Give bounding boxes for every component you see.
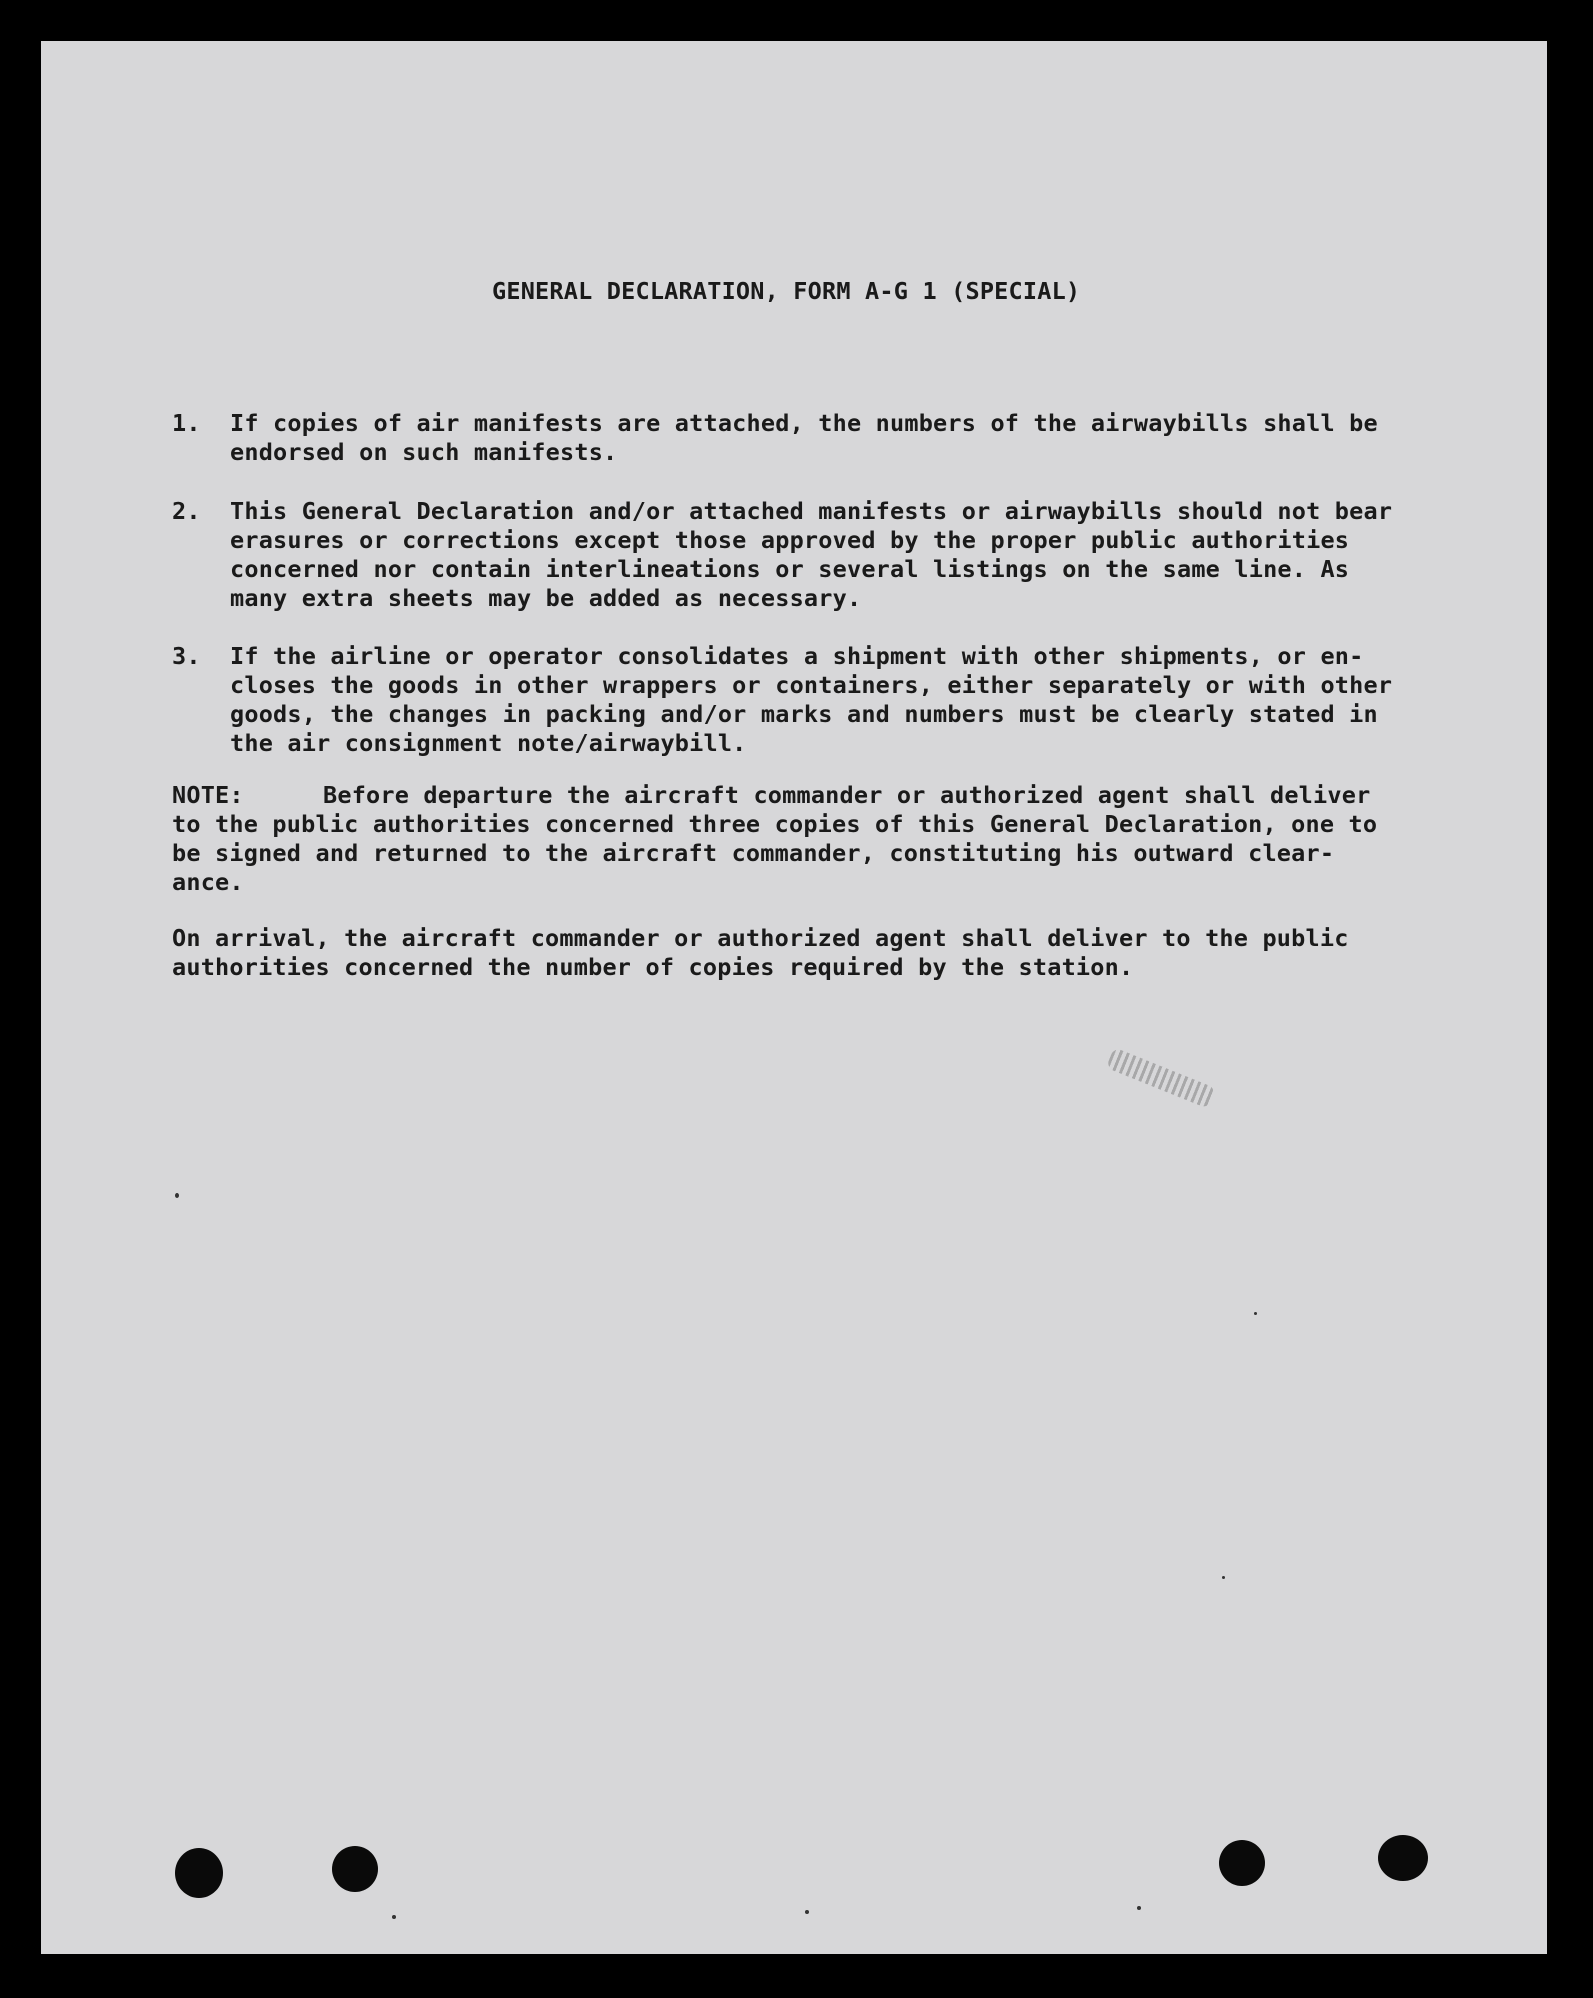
punch-hole xyxy=(1219,1840,1265,1886)
item-3-line-4: the air consignment note/airwaybill. xyxy=(230,729,747,757)
item-3-line-1: If the airline or operator consolidates a shipment with other shipments, or en- xyxy=(230,642,1364,670)
item-2-number: 2. xyxy=(172,497,201,525)
item-1-line-2: endorsed on such manifests. xyxy=(230,438,618,466)
item-2-text xyxy=(230,497,1430,613)
punch-hole xyxy=(175,1848,223,1898)
note-line-1: Before departure the aircraft commander or authorized agent shall deliver xyxy=(323,781,1371,809)
arrival-line-1: On arrival, the aircraft commander or authorized agent shall deliver to the public xyxy=(172,924,1349,952)
note-line-3: be signed and returned to the aircraft commander, constituting his outward clear- xyxy=(172,839,1335,867)
item-1-line-1: If copies of air manifests are attached, the numbers of the airwaybills shall be xyxy=(230,409,1378,437)
page-title: GENERAL DECLARATION, FORM A-G 1 (SPECIAL) xyxy=(492,277,1081,305)
item-1-number: 1. xyxy=(172,409,201,437)
item-3-line-2: closes the goods in other wrappers or containers, either separately or with other xyxy=(230,671,1393,699)
item-2-line-3: concerned nor contain interlineations or several listings on the same line. As xyxy=(230,555,1350,583)
note-line-2: to the public authorities concerned three copies of this General Declaration, one to xyxy=(172,810,1378,838)
punch-hole xyxy=(332,1846,378,1892)
item-2-line-4: many extra sheets may be added as necessary. xyxy=(230,584,862,612)
item-3-text xyxy=(230,642,1430,758)
scan-speck xyxy=(1222,1576,1225,1579)
scan-speck xyxy=(1254,1312,1257,1315)
note-text xyxy=(172,810,1377,897)
scan-smudge xyxy=(1106,1047,1216,1109)
note-line-4: ance. xyxy=(172,868,244,896)
item-3-number: 3. xyxy=(172,642,201,670)
scan-speck xyxy=(175,1193,179,1198)
document-page xyxy=(41,41,1547,1954)
note-label: NOTE: xyxy=(172,781,244,809)
scan-speck xyxy=(1137,1906,1141,1910)
arrival-line-2: authorities concerned the number of copies required by the station. xyxy=(172,953,1134,981)
arrival-paragraph xyxy=(172,924,1349,982)
item-2-line-2: erasures or corrections except those approved by the proper public authorities xyxy=(230,526,1350,554)
scan-speck xyxy=(392,1915,396,1919)
item-2-line-1: This General Declaration and/or attached manifests or airwaybills should not bear xyxy=(230,497,1393,525)
punch-hole xyxy=(1378,1835,1428,1881)
item-1-text xyxy=(230,409,1430,467)
item-3-line-3: goods, the changes in packing and/or marks and numbers must be clearly stated in xyxy=(230,700,1378,728)
scan-speck xyxy=(805,1910,809,1914)
